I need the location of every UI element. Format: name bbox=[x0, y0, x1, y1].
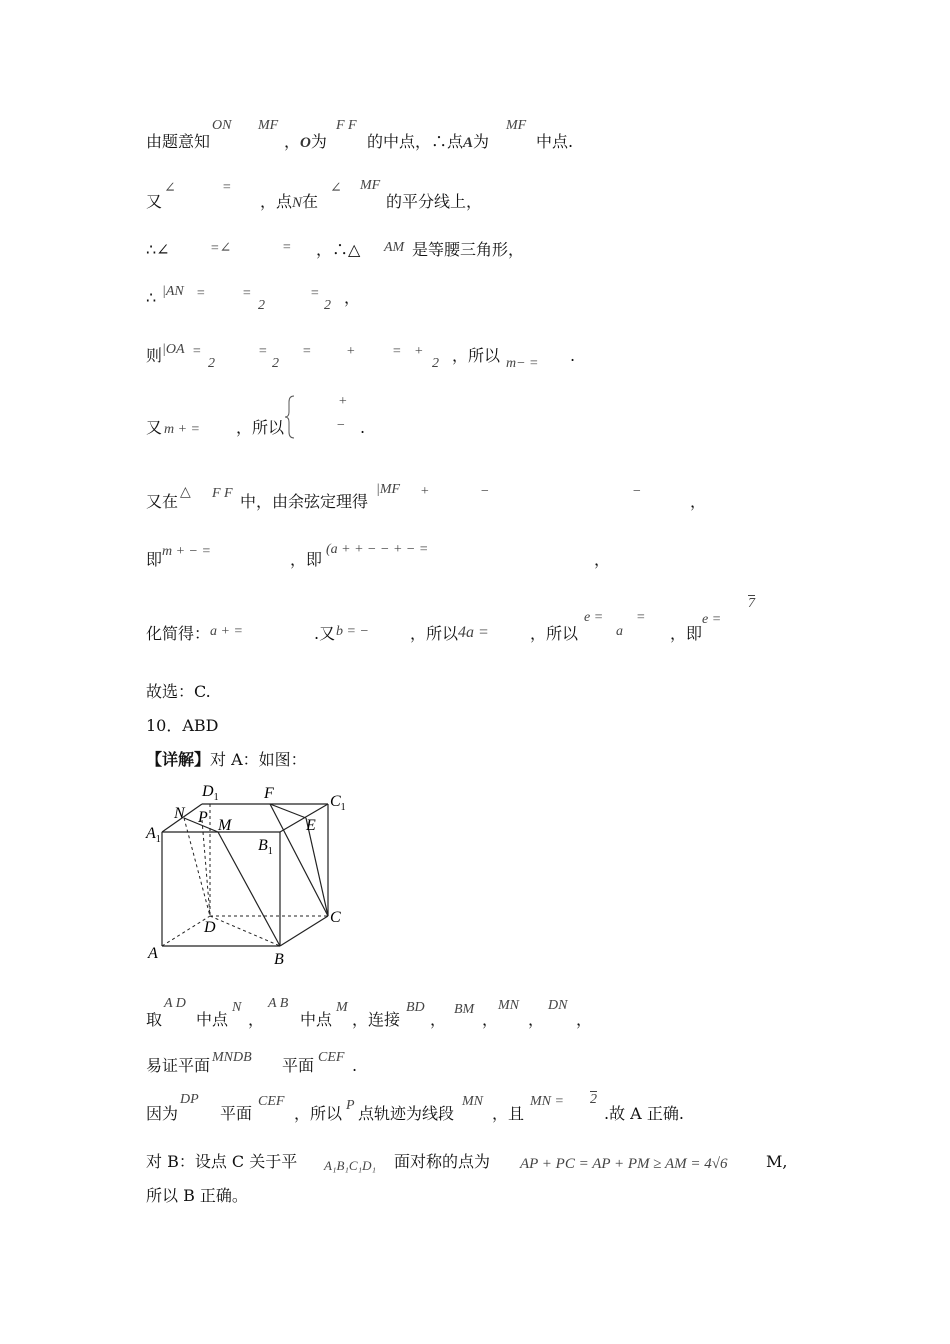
text-fragment: ， bbox=[344, 288, 361, 307]
solution-line-9: 化简得： bbox=[146, 624, 211, 643]
label-B: B bbox=[274, 951, 284, 968]
math-fragment: − bbox=[632, 484, 642, 499]
text-fragment: 点轨迹为线段 bbox=[358, 1104, 455, 1123]
math-fragment: b = − bbox=[336, 624, 369, 639]
cube-figure bbox=[140, 776, 360, 972]
math-fragment: MF bbox=[506, 118, 527, 133]
label-A1: $A_1$ bbox=[146, 825, 161, 845]
math-fragment: MN bbox=[462, 1094, 483, 1109]
text-fragment: ，∴△ bbox=[316, 240, 361, 259]
math-fragment: CEF bbox=[258, 1094, 285, 1109]
solution-line-16: 对 B：设点 C 关于平 bbox=[146, 1152, 298, 1171]
math-fragment: = bbox=[636, 610, 646, 625]
math-fragment: = bbox=[192, 344, 202, 359]
math-fragment: + bbox=[414, 344, 424, 359]
text-fragment: . bbox=[352, 1056, 358, 1075]
text-fragment: . bbox=[570, 346, 576, 365]
math-fragment: BM bbox=[454, 1002, 475, 1017]
text-fragment: 的平分线上， bbox=[386, 192, 483, 211]
math-fragment: m + − = bbox=[162, 544, 211, 559]
label-B1: $B_1$ bbox=[258, 837, 273, 857]
text-fragment: 中点. bbox=[536, 132, 574, 151]
math-fragment: = bbox=[196, 286, 206, 301]
text-fragment: ，所以 bbox=[452, 346, 501, 365]
solution-line-3: ∴∠ bbox=[146, 240, 170, 259]
text-fragment: ， bbox=[576, 1010, 593, 1029]
text-fragment: 中点 bbox=[196, 1010, 229, 1029]
math-fragment: AM bbox=[384, 240, 405, 255]
math-fragment: P bbox=[346, 1098, 355, 1113]
math-fragment: ON bbox=[212, 118, 232, 133]
solution-line-7: 又在 bbox=[146, 492, 179, 511]
detail-heading: 【详解】对 A：如图： bbox=[146, 750, 307, 769]
label-C1: $C_1$ bbox=[330, 793, 346, 813]
answer-choice-line: 故选：C. bbox=[146, 682, 211, 701]
math-fragment: + bbox=[346, 344, 356, 359]
solution-line-15: 因为 bbox=[146, 1104, 179, 1123]
text-fragment: ，所以 bbox=[530, 624, 579, 643]
label-P: P bbox=[198, 809, 208, 826]
math-fragment: |MF bbox=[376, 482, 401, 497]
label-A: A bbox=[148, 945, 158, 962]
math-fragment: = bbox=[242, 286, 252, 301]
math-fragment: MN bbox=[498, 998, 519, 1013]
text-fragment: ，所以 bbox=[236, 418, 285, 437]
solution-line-1: 由题意知 bbox=[146, 132, 211, 151]
math-fragment: 2 bbox=[272, 356, 279, 371]
math-fragment: = bbox=[282, 240, 292, 255]
text-fragment: 平面 bbox=[220, 1104, 253, 1123]
text-fragment: ， bbox=[248, 1010, 265, 1029]
math-fragment: DN bbox=[548, 998, 568, 1013]
math-fragment: ∠ bbox=[164, 181, 176, 196]
solution-line-13: 取 bbox=[146, 1010, 163, 1029]
math-fragment: F F bbox=[336, 118, 357, 133]
math-fragment: = bbox=[258, 344, 268, 359]
text-fragment: 的中点，∴点A为 bbox=[367, 132, 490, 151]
text-fragment: ， bbox=[594, 550, 611, 569]
text-fragment: ，连接 bbox=[352, 1010, 401, 1029]
text-fragment: .又 bbox=[314, 624, 336, 643]
text-fragment: 是等腰三角形， bbox=[412, 240, 525, 259]
math-fragment: a + = bbox=[210, 624, 243, 639]
math-fragment: CEF bbox=[318, 1050, 345, 1065]
label-E: E bbox=[306, 817, 316, 834]
math-fragment: 7 bbox=[748, 596, 755, 611]
label-N: N bbox=[174, 805, 185, 822]
math-fragment: e = bbox=[584, 610, 604, 625]
math-fragment: MF bbox=[258, 118, 279, 133]
math-fragment: BD bbox=[406, 1000, 425, 1015]
text-fragment: ， bbox=[430, 1010, 447, 1029]
text-fragment: 中，由余弦定理得 bbox=[240, 492, 369, 511]
math-fragment: = bbox=[222, 180, 232, 195]
solution-line-2: 又 bbox=[146, 192, 163, 211]
text-fragment: ， bbox=[528, 1010, 545, 1029]
math-fragment: |AN bbox=[162, 284, 184, 299]
math-fragment: 2 bbox=[208, 356, 215, 371]
label-C: C bbox=[330, 909, 341, 926]
math-fragment: + bbox=[420, 484, 430, 499]
math-fragment: = bbox=[302, 344, 312, 359]
math-fragment: e = bbox=[702, 612, 722, 627]
math-fragment: = bbox=[392, 344, 402, 359]
math-fragment: = bbox=[310, 286, 320, 301]
math-fragment: DP bbox=[180, 1092, 199, 1107]
text-fragment: ，O为 bbox=[284, 132, 327, 151]
text-fragment: .故 A 正确. bbox=[604, 1104, 684, 1123]
text-fragment: ，即 bbox=[670, 624, 703, 643]
math-fragment: 2 bbox=[324, 298, 331, 313]
text-fragment: M, bbox=[766, 1152, 788, 1171]
math-fragment: 2 bbox=[590, 1092, 597, 1107]
math-fragment: A₁B₁C₁D₁ bbox=[324, 1158, 377, 1173]
text-fragment: ，即 bbox=[290, 550, 323, 569]
math-fragment: ∠ bbox=[330, 181, 342, 196]
question-number: 10．ABD bbox=[146, 716, 219, 735]
math-fragment: a bbox=[616, 624, 623, 639]
math-fragment: AP + PC = AP + PM ≥ AM = 4√6 bbox=[520, 1156, 728, 1172]
math-fragment: △ bbox=[180, 485, 191, 500]
label-F: F bbox=[264, 785, 274, 802]
math-fragment: MF bbox=[360, 178, 381, 193]
math-fragment: m + = bbox=[164, 422, 201, 437]
math-fragment: M bbox=[336, 1000, 348, 1015]
text-fragment: ，所以 bbox=[410, 624, 459, 643]
system-brace bbox=[284, 394, 298, 440]
math-fragment: − bbox=[336, 418, 346, 433]
text-fragment: ， bbox=[482, 1010, 499, 1029]
math-fragment: |OA bbox=[162, 342, 185, 357]
text-fragment: ， bbox=[690, 492, 707, 511]
solution-line-17: 所以 B 正确。 bbox=[146, 1186, 248, 1205]
math-fragment: (a + + − − + − = bbox=[326, 542, 429, 557]
math-fragment: − bbox=[480, 484, 490, 499]
math-fragment: MN = bbox=[530, 1094, 564, 1109]
math-fragment: N bbox=[232, 1000, 242, 1015]
label-M: M bbox=[218, 817, 232, 834]
math-fragment: 2 bbox=[432, 356, 439, 371]
math-fragment: A D bbox=[164, 996, 186, 1011]
solution-line-6: 又 bbox=[146, 418, 163, 437]
text-fragment: ，所以 bbox=[294, 1104, 343, 1123]
math-fragment: 4a = bbox=[458, 624, 489, 641]
solution-line-14: 易证平面 bbox=[146, 1056, 211, 1075]
text-fragment: 中点 bbox=[300, 1010, 333, 1029]
math-fragment: + bbox=[338, 394, 348, 409]
solution-line-4: ∴ bbox=[146, 288, 157, 307]
math-fragment: m− = bbox=[506, 356, 539, 371]
math-fragment: MNDB bbox=[212, 1050, 252, 1065]
label-D: D bbox=[204, 919, 216, 936]
math-fragment: 2 bbox=[258, 298, 265, 313]
solution-line-5: 则 bbox=[146, 346, 163, 365]
text-fragment: 平面 bbox=[282, 1056, 315, 1075]
text-fragment: . bbox=[360, 418, 366, 437]
math-fragment: A B bbox=[268, 996, 289, 1011]
math-fragment: F F bbox=[212, 486, 233, 501]
label-D1: $D_1$ bbox=[202, 783, 219, 803]
text-fragment: ，且 bbox=[492, 1104, 525, 1123]
text-fragment: ，点N在 bbox=[260, 192, 319, 211]
solution-line-8: 即 bbox=[146, 550, 163, 569]
math-fragment: =∠ bbox=[210, 241, 232, 256]
text-fragment: 面对称的点为 bbox=[394, 1152, 491, 1171]
